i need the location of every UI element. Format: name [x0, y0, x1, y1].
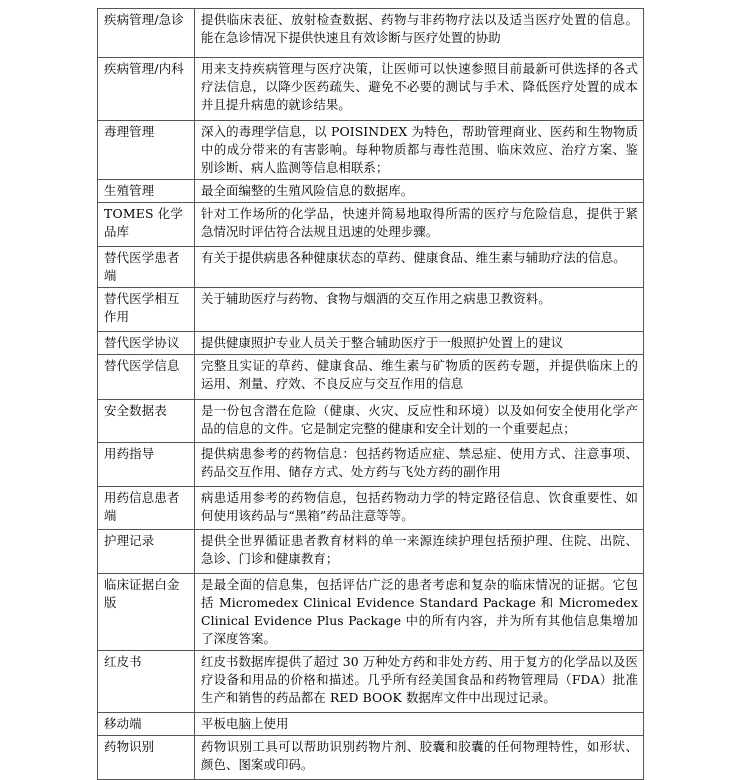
row-description: 红皮书数据库提供了超过 30 万种处方药和非处方药、用于复方的化学品以及医疗设备和用品的价格和描述。几乎所有经美国食品和药物管理局（FDA）批准生产和销售的药品都在 RED BOOK 数据库文件中出现过记录。 — [195, 651, 644, 713]
row-name: 替代医学信息 — [98, 355, 195, 400]
table-row — [98, 9, 644, 58]
row-description: 深入的毒理学信息，以 POISINDEX 为特色，帮助管理商业、医药和生物物质中的成分带来的有害影响。每种物质都与毒性范围、临床效应、治疗方案、鉴别诊断、病人监测等信息相联系； — [195, 121, 644, 180]
row-description: 完整且实证的草药、健康食品、维生素与矿物质的医药专题，并提供临床上的运用、剂量、疗效、不良反应与交互作用的信息 — [195, 355, 644, 400]
row-name: 替代医学协议 — [98, 332, 195, 355]
row-name: 药物识别 — [98, 736, 195, 780]
row-name: 疾病管理/内科 — [98, 58, 195, 121]
table-row — [98, 332, 644, 355]
table-row — [98, 574, 644, 651]
row-name: 用药指导 — [98, 443, 195, 487]
row-name: 移动端 — [98, 713, 195, 736]
row-description: 提供全世界循证患者教育材料的单一来源连续护理包括预护理、住院、出院、急诊、门诊和健康教育； — [195, 530, 644, 574]
row-description: 提供健康照护专业人员关于整合辅助医疗于一般照护处置上的建议 — [195, 332, 644, 355]
table-row — [98, 58, 644, 121]
row-name: 护理记录 — [98, 530, 195, 574]
row-name: 生殖管理 — [98, 180, 195, 203]
row-name: TOMES 化学品库 — [98, 203, 195, 247]
table-row — [98, 121, 644, 180]
row-description: 是最全面的信息集，包括评估广泛的患者考虑和复杂的临床情况的证据。它包括 Micromedex Clinical Evidence Standard Package 和 Micromedex Clinical Evidence Plus Package 中的所有内容，并为所有其他信息集增加了深度答案。 — [195, 574, 644, 651]
table-row — [98, 651, 644, 713]
table-row — [98, 355, 644, 400]
table-row — [98, 247, 644, 288]
row-description: 提供临床表征、放射检查数据、药物与非药物疗法以及适当医疗处置的信息。能在急诊情况下提供快速且有效诊断与医疗处置的协助 — [195, 9, 644, 58]
row-name: 疾病管理/急诊 — [98, 9, 195, 58]
row-name: 安全数据表 — [98, 400, 195, 443]
row-name: 毒理管理 — [98, 121, 195, 180]
row-description: 提供病患参考的药物信息：包括药物适应症、禁忌症、使用方式、注意事项、药品交互作用、储存方式、处方药与飞处方药的副作用 — [195, 443, 644, 487]
row-name: 临床证据白金版 — [98, 574, 195, 651]
row-description: 病患适用参考的药物信息，包括药物动力学的特定路径信息、饮食重要性、如何使用该药品与“黑箱”药品注意等等。 — [195, 487, 644, 530]
row-description: 有关于提供病患各种健康状态的草药、健康食品、维生素与辅助疗法的信息。 — [195, 247, 644, 288]
row-description: 针对工作场所的化学品，快速并简易地取得所需的医疗与危险信息，提供于紧急情况时评估符合法规且迅速的处理步骤。 — [195, 203, 644, 247]
row-description: 药物识别工具可以帮助识别药物片剂、胶囊和胶囊的任何物理特性，如形状、颜色、图案或印码。 — [195, 736, 644, 780]
row-description: 平板电脑上使用 — [195, 713, 644, 736]
database-table — [97, 8, 644, 780]
row-name: 用药信息患者端 — [98, 487, 195, 530]
table-row — [98, 530, 644, 574]
table-row — [98, 443, 644, 487]
table-row — [98, 713, 644, 736]
row-description: 最全面编整的生殖风险信息的数据库。 — [195, 180, 644, 203]
row-name: 替代医学患者端 — [98, 247, 195, 288]
row-description: 是一份包含潜在危险（健康、火灾、反应性和环境）以及如何安全使用化学产品的信息的文件。它是制定完整的健康和安全计划的一个重要起点； — [195, 400, 644, 443]
table-row — [98, 487, 644, 530]
table-row — [98, 288, 644, 332]
row-description: 关于辅助医疗与药物、食物与烟酒的交互作用之病患卫教资料。 — [195, 288, 644, 332]
table-row — [98, 736, 644, 780]
table-row — [98, 203, 644, 247]
row-description: 用来支持疾病管理与医疗决策，让医师可以快速参照目前最新可供选择的各式疗法信息，以降少医药疏失、避免不必要的测试与手术、降低医疗处置的成本并且提升病患的就诊结果。 — [195, 58, 644, 121]
table-row — [98, 400, 644, 443]
row-name: 红皮书 — [98, 651, 195, 713]
row-name: 替代医学相互作用 — [98, 288, 195, 332]
table-row — [98, 180, 644, 203]
